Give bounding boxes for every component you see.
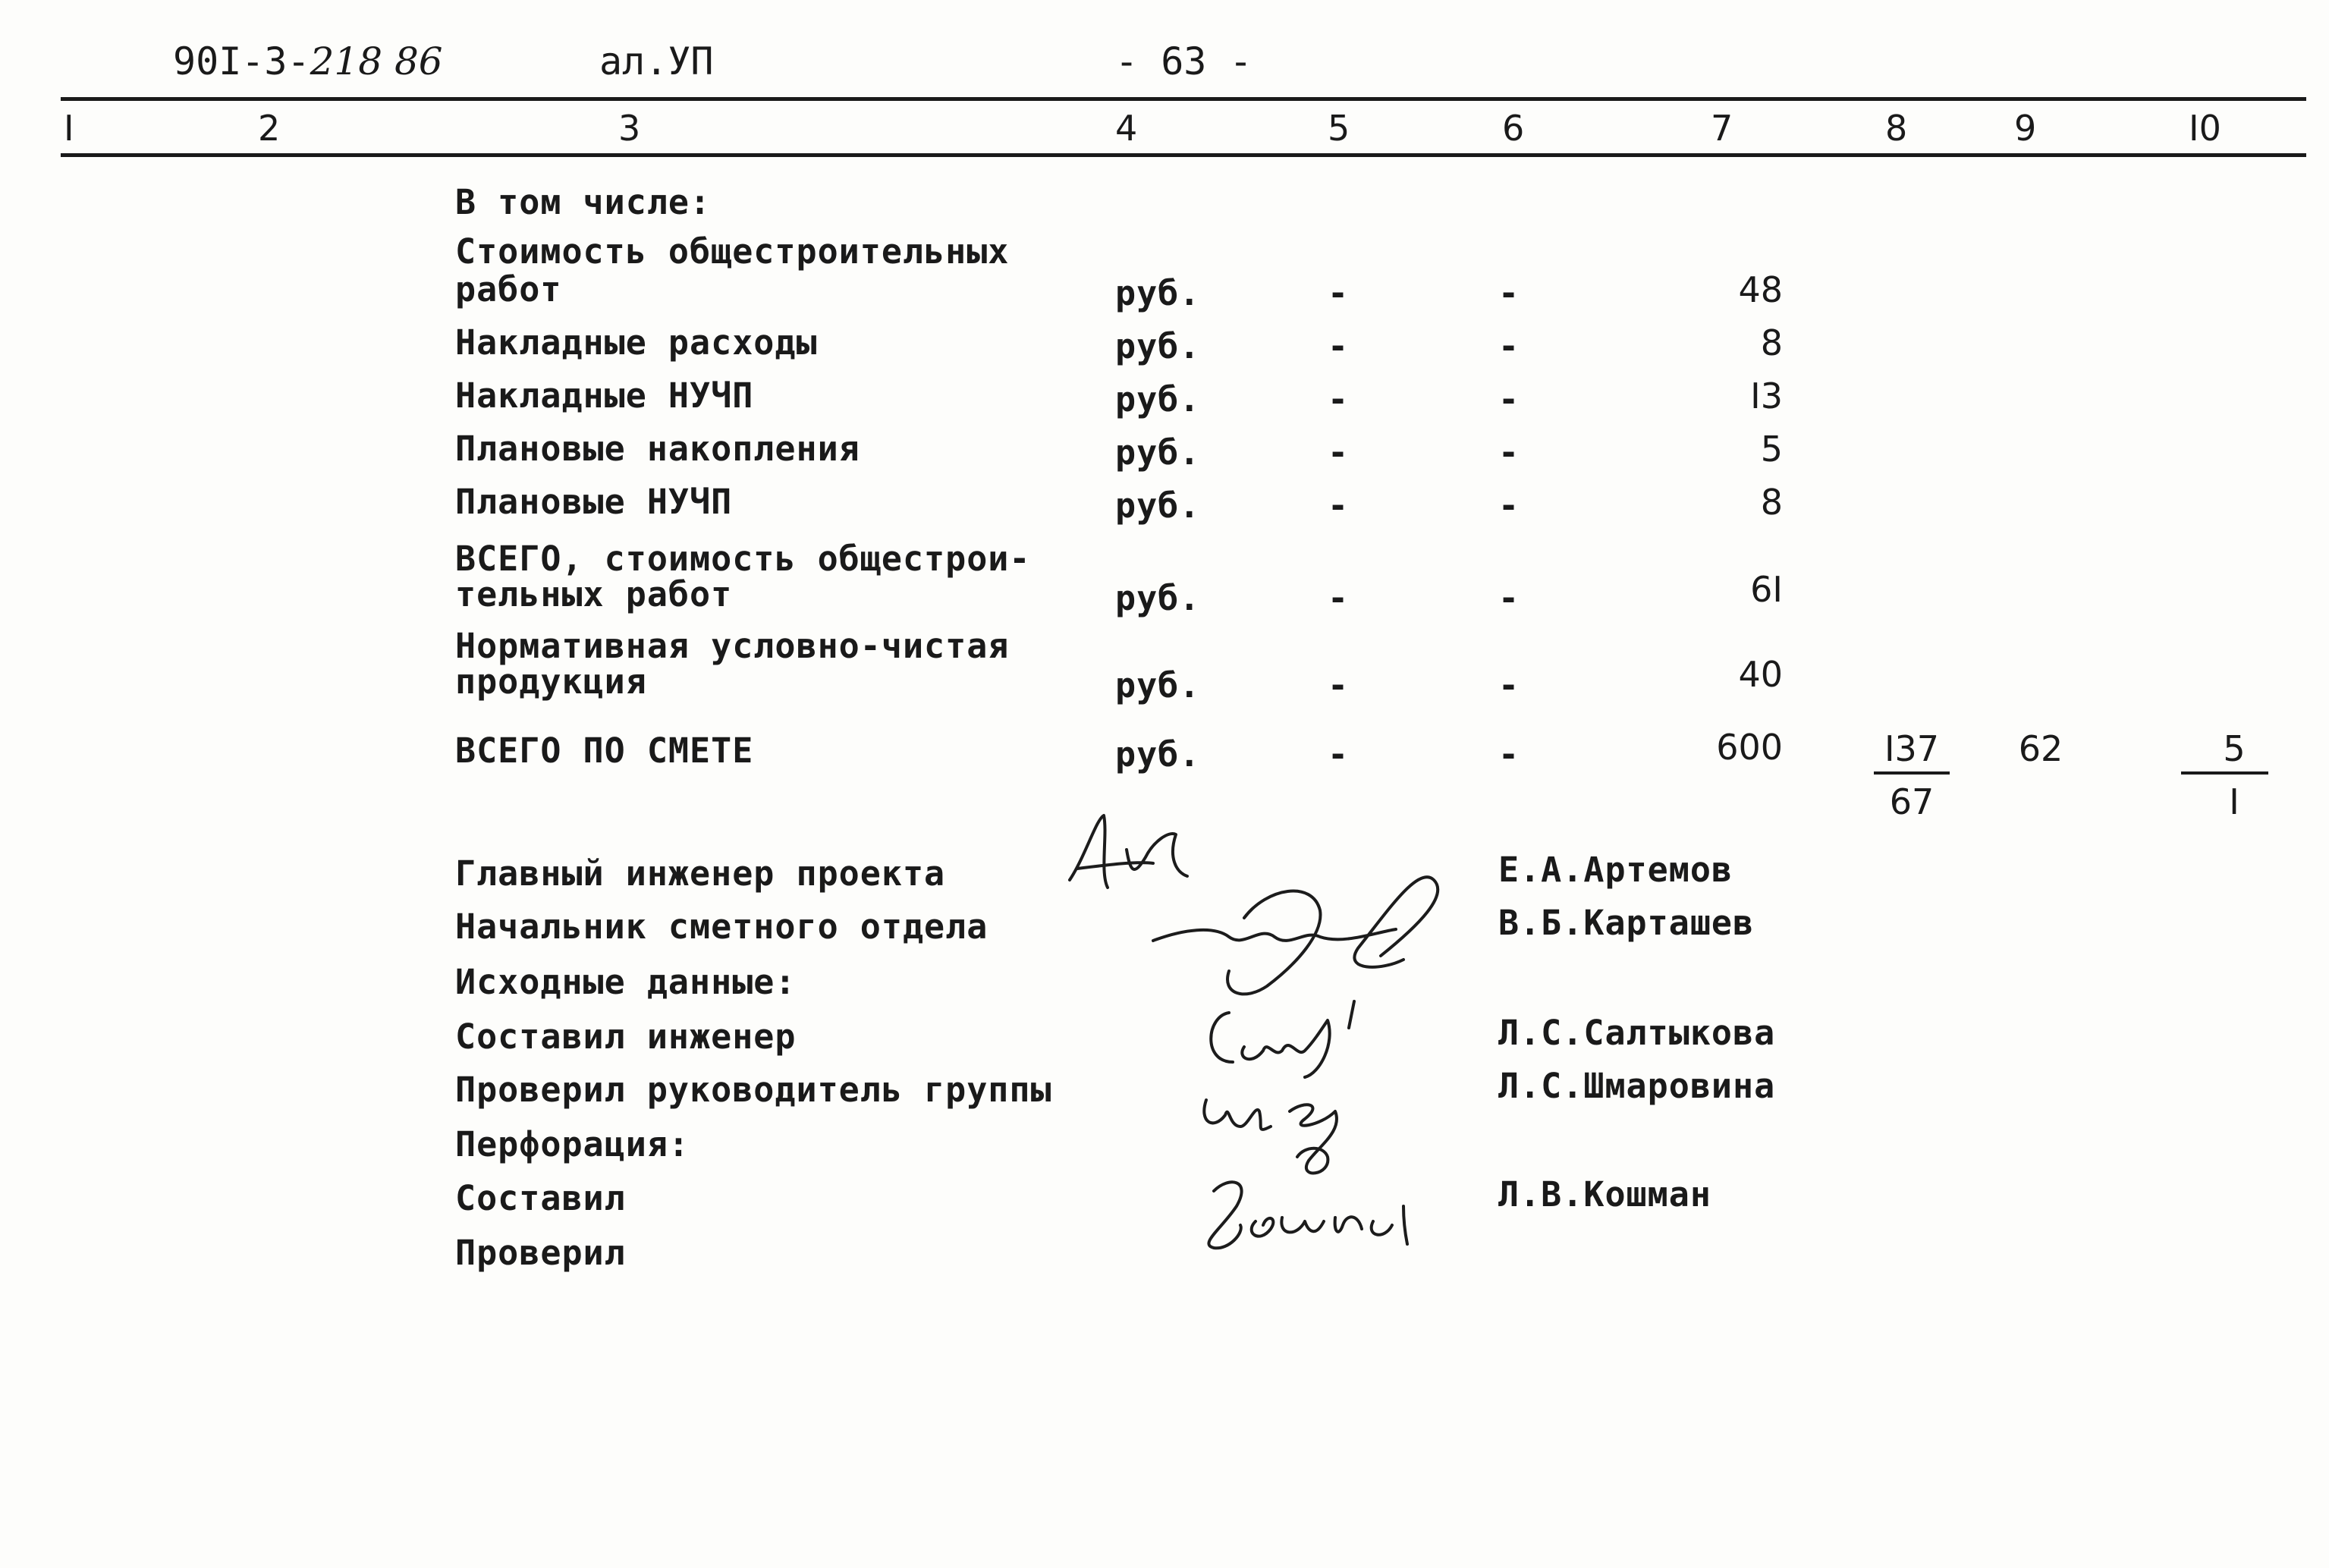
- doc-code-printed: 90I-3-: [173, 39, 310, 83]
- row-col7-value: 40: [1738, 654, 1783, 695]
- doc-code-handwritten: 218 86: [310, 39, 443, 83]
- col-header-10: I0: [2189, 108, 2221, 149]
- row-col5: -: [1328, 432, 1350, 473]
- col-header-4: 4: [1115, 108, 1138, 149]
- col-header-1: I: [64, 108, 74, 149]
- row-unit: руб.: [1115, 273, 1201, 313]
- row-col5: -: [1328, 379, 1350, 419]
- sign-name: Л.С.Салтыкова: [1498, 1013, 1776, 1053]
- row-col7-value: 6I: [1750, 569, 1783, 610]
- signature-engineer: [1191, 990, 1396, 1081]
- header-rule-top: [61, 97, 2306, 101]
- doc-code: [173, 39, 443, 83]
- row-col7-value: 8: [1760, 482, 1783, 523]
- row-col7-value: 8: [1760, 322, 1783, 363]
- total-col10-numerator: 5: [2223, 728, 2246, 769]
- row-unit: руб.: [1115, 326, 1201, 366]
- row-label-line1: Нормативная условно-чистая: [455, 626, 1010, 666]
- sign-name: Л.С.Шмаровина: [1498, 1066, 1776, 1106]
- row-col5: -: [1328, 273, 1350, 313]
- sign-role: Составил: [455, 1178, 626, 1218]
- total-col7-value: 600: [1716, 727, 1783, 768]
- sign-name: Л.В.Кошман: [1498, 1174, 1711, 1214]
- signature-perforation: [1183, 1161, 1426, 1267]
- row-col6: -: [1498, 326, 1520, 366]
- sign-name: Е.А.Артемов: [1498, 850, 1733, 890]
- sign-role: Исходные данные:: [455, 962, 797, 1002]
- row-unit: руб.: [1115, 379, 1201, 419]
- row-label-line2: тельных работ: [455, 574, 733, 614]
- row-col7-value: 5: [1760, 429, 1783, 470]
- total-col5: -: [1328, 734, 1350, 775]
- col-header-3: 3: [618, 108, 641, 149]
- row-label-line1: ВСЕГО, стоимость общестрои-: [455, 539, 1031, 579]
- sign-role: Проверил руководитель группы: [455, 1070, 1052, 1110]
- row-col7-value: 48: [1738, 269, 1783, 310]
- row-col6: -: [1498, 432, 1520, 473]
- total-label: ВСЕГО ПО СМЕТЕ: [455, 731, 754, 771]
- col-header-6: 6: [1502, 108, 1525, 149]
- row-label-line1: Накладные НУЧП: [455, 376, 754, 416]
- total-col10-denominator: I: [2229, 781, 2239, 822]
- total-col8-fraction-bar: [1874, 771, 1950, 775]
- header-rule-bottom: [61, 153, 2306, 157]
- sign-role: Перфорация:: [455, 1124, 690, 1164]
- signature-estimate-head: [1130, 865, 1464, 1009]
- row-col6: -: [1498, 665, 1520, 705]
- row-col5: -: [1328, 485, 1350, 526]
- section-title: В том числе:: [455, 182, 712, 222]
- row-label-line2: работ: [455, 269, 562, 310]
- row-label-line1: Накладные расходы: [455, 322, 818, 363]
- total-col8-numerator: I37: [1884, 728, 1940, 769]
- row-label-line2: продукция: [455, 661, 647, 702]
- row-unit: руб.: [1115, 485, 1201, 526]
- sign-role: Проверил: [455, 1233, 626, 1273]
- col-header-5: 5: [1328, 108, 1350, 149]
- total-col6: -: [1498, 734, 1520, 775]
- total-col10-fraction-bar: [2181, 771, 2268, 775]
- total-col8-denominator: 67: [1889, 781, 1935, 822]
- row-col5: -: [1328, 665, 1350, 705]
- row-unit: руб.: [1115, 578, 1201, 618]
- row-col7-value: I3: [1750, 376, 1783, 416]
- row-col6: -: [1498, 578, 1520, 618]
- row-label-line1: Плановые НУЧП: [455, 482, 733, 522]
- album-label: ал.УП: [599, 39, 714, 83]
- col-header-8: 8: [1885, 108, 1908, 149]
- row-unit: руб.: [1115, 432, 1201, 473]
- total-col9-value: 62: [2018, 728, 2063, 769]
- row-col6: -: [1498, 379, 1520, 419]
- row-label-line1: Стоимость общестроительных: [455, 231, 1010, 272]
- row-label-line1: Плановые накопления: [455, 429, 860, 469]
- sign-role: Главный инженер проекта: [455, 853, 946, 894]
- sign-role: Составил инженер: [455, 1017, 797, 1057]
- row-unit: руб.: [1115, 665, 1201, 705]
- total-unit: руб.: [1115, 734, 1201, 775]
- col-header-2: 2: [258, 108, 281, 149]
- row-col5: -: [1328, 326, 1350, 366]
- sign-name: В.Б.Карташев: [1498, 903, 1755, 943]
- page-number: - 63 -: [1115, 39, 1253, 83]
- col-header-7: 7: [1711, 108, 1733, 149]
- row-col6: -: [1498, 273, 1520, 313]
- row-col5: -: [1328, 578, 1350, 618]
- sign-role: Начальник сметного отдела: [455, 907, 988, 947]
- col-header-9: 9: [2014, 108, 2037, 149]
- row-col6: -: [1498, 485, 1520, 526]
